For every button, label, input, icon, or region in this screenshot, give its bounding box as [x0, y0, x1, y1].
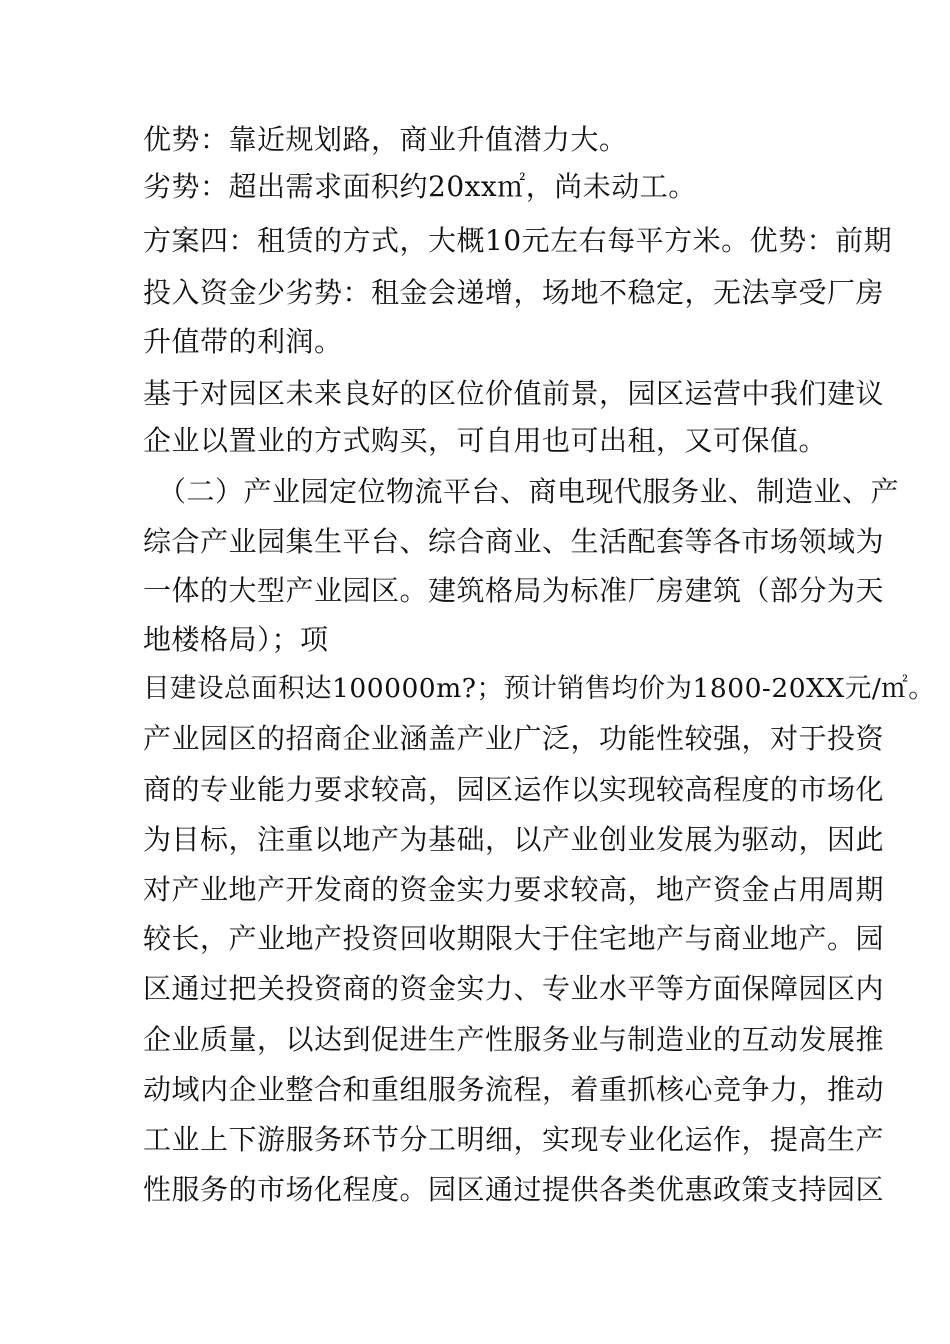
- text-line: 为目标，注重以地产为基础，以产业创业发展为驱动，因此: [143, 823, 885, 856]
- text-line: 商的专业能力要求较高，园区运作以实现较高程度的市场化: [143, 773, 885, 806]
- text-line: 企业以置业的方式购买，可自用也可出租，又可保值。: [143, 424, 828, 457]
- text-line: 方案四：租赁的方式，大概10元左右每平方米。优势：前期: [143, 224, 893, 257]
- text-line: 基于对园区未来良好的区位价值前景，园区运营中我们建议: [143, 377, 885, 410]
- text-line: 一体的大型产业园区。建筑格局为标准厂房建筑（部分为天: [143, 574, 885, 607]
- text-line: 企业质量，以达到促进生产性服务业与制造业的互动发展推: [143, 1023, 885, 1056]
- text-line: 投入资金少劣势：租金会递增，场地不稳定，无法享受厂房: [143, 276, 885, 309]
- text-line: 对产业地产开发商的资金实力要求较高，地产资金占用周期: [143, 873, 885, 906]
- text-line: 目建设总面积达100000m?；预计销售均价为1800-20XX元/㎡。: [143, 673, 936, 704]
- text-line: 升值带的利润。: [143, 325, 343, 358]
- text-line: 综合产业园集生平台、综合商业、生活配套等各市场领域为: [143, 525, 885, 558]
- text-line: 工业上下游服务环节分工明细，实现专业化运作，提高生产: [143, 1123, 885, 1156]
- text-line: 地楼格局）；项: [143, 623, 329, 656]
- section-heading-line: （二）产业园定位物流平台、商电现代服务业、制造业、产: [158, 475, 900, 508]
- text-line: 区通过把关投资商的资金实力、专业水平等方面保障园区内: [143, 972, 885, 1005]
- text-line: 产业园区的招商企业涵盖产业广泛，功能性较强，对于投资: [143, 722, 885, 755]
- text-line: 性服务的市场化程度。园区通过提供各类优惠政策支持园区: [143, 1173, 885, 1206]
- text-line: 优势：靠近规划路，商业升值潜力大。: [143, 123, 628, 156]
- text-line: 劣势：超出需求面积约20xx㎡，尚未动工。: [143, 170, 697, 203]
- text-line: 较长，产业地产投资回收期限大于住宅地产与商业地产。园: [143, 922, 885, 955]
- text-line: 动域内企业整合和重组服务流程，着重抓核心竞争力，推动: [143, 1073, 885, 1106]
